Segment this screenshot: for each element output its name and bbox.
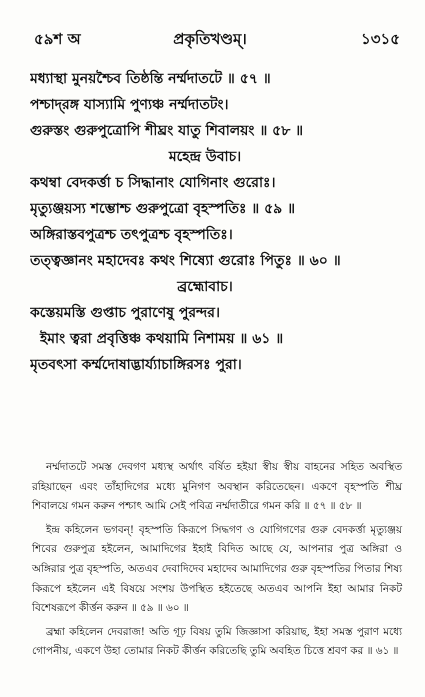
verse-line: মৃত্যুঞ্জয়স্য শম্ভোশ্চ গুরুপুত্রো বৃহস্পতিঃ ॥ ৫৯ ॥ — [30, 201, 296, 217]
verse-line: মধ্যাস্থা মুনয়শ্চৈব তিষ্ঠন্তি নর্ম্মদাতটে ॥ ৫৭ ॥ — [30, 71, 271, 87]
translation-paragraph: নর্ম্মদাতটে সমস্ত দেবগণ মধ্যস্থ অর্থাৎ বর্ষিত হইয়া স্বীয় স্বীয় বাহনের সহিত অবস্থিত রহিয়াছেন এবং তাঁহাদিগের মধ্যে মুনিগণ অবস্থান করিতেছেন। একণে বৃহস্পতি শীঘ্র শিবালয়ে গমন করুন পশ্চাৎ আমি সেই পবিত্র নর্ম্মদাতীরে গমন করি ॥ ৫৭ ॥ ৫৮ ॥ — [32, 461, 402, 513]
verse-line: পশ্চাদ্‌রঙ্গ যাস্যামি পুণ্যঞ্চ নর্ম্মদাতটং। — [30, 97, 229, 113]
page-number: ১৩১৫ — [361, 30, 400, 48]
chapter-number: ৫৯শ অ — [34, 30, 81, 48]
verse-line: তত্ত্বজ্ঞানং মহাদেবঃ কথং শিষ্যো গুরোঃ পিতুঃ ॥ ৬০ ॥ — [30, 253, 341, 269]
running-title: প্রকৃতিখণ্ডম্। — [173, 30, 247, 48]
verse-line: গুরুস্তং গুরুপুত্রোপি শীঘ্রং যাতু শিবালয়ং ॥ ৫৮ ॥ — [30, 123, 304, 139]
verse-line: কথম্বা বেদকর্ত্তা চ সিদ্ধানাং যোগিনাং গুরোঃ। — [30, 175, 276, 191]
translation-paragraph: ব্রহ্মা কহিলেন দেবরাজ! অতি গূঢ় বিষয় তুমি জিজ্ঞাসা করিয়াছ, ইহা সমস্ত পুরাণ মধ্যে গোপনীয়, একণে উহা তোমার নিকট কীর্ত্তন করিতেছি তুমি অবহিত চিত্তে শ্রবণ কর ॥ ৬১ ॥ — [32, 625, 402, 658]
verse-line: মৃতবৎসা কর্ম্মদোষাদ্ভার্য্যাচাঙ্গিরসঃ পুরা। — [30, 357, 242, 373]
sanskrit-verses — [30, 66, 410, 378]
verse-line: ইমাং ত্বরা প্রবৃত্তিঞ্চ কথয়ামি নিশাময় ॥ ৬১ ॥ — [40, 331, 284, 347]
speaker-heading: ব্রহ্মোবাচ। — [177, 279, 233, 295]
speaker-heading: মহেন্দ্র উবাচ। — [168, 149, 242, 165]
bengali-translation — [32, 458, 402, 666]
translation-paragraph: ইন্দ্র কহিলেন ভগবন্! বৃহস্পতি কিরূপে সিদ্ধগণ ও যোগিগণের গুরু বেদকর্ত্তা মৃত্যুঞ্জয় শিবের গুরুপুত্র হইলেন, আমাদিগের ইহাই বিদিত আছে যে, আপনার পুত্র অঙ্গিরা ও অঙ্গিরার পুত্র বৃহস্পতি, অতএব দেবাদিদেব মহাদেব আমাদিগের গুরু বৃহস্পতির পিতার শিষ্য কিরূপে হইলেন এই বিষয়ে সংশয় উপস্থিত হইতেছে অতএব আপনি ইহা আমার নিকট বিশেষরূপে কীর্ত্তন করুন ॥ ৫৯ ॥ ৬০ ॥ — [32, 523, 402, 615]
page-header — [20, 28, 400, 50]
verse-line: কস্তেয়মস্তি গুপ্তাচ পুরাণেষু পুরন্দর। — [30, 305, 220, 321]
verse-line: অঙ্গিরাস্তবপুত্রশ্চ তৎপুত্রশ্চ বৃহস্পতিঃ। — [30, 227, 233, 243]
